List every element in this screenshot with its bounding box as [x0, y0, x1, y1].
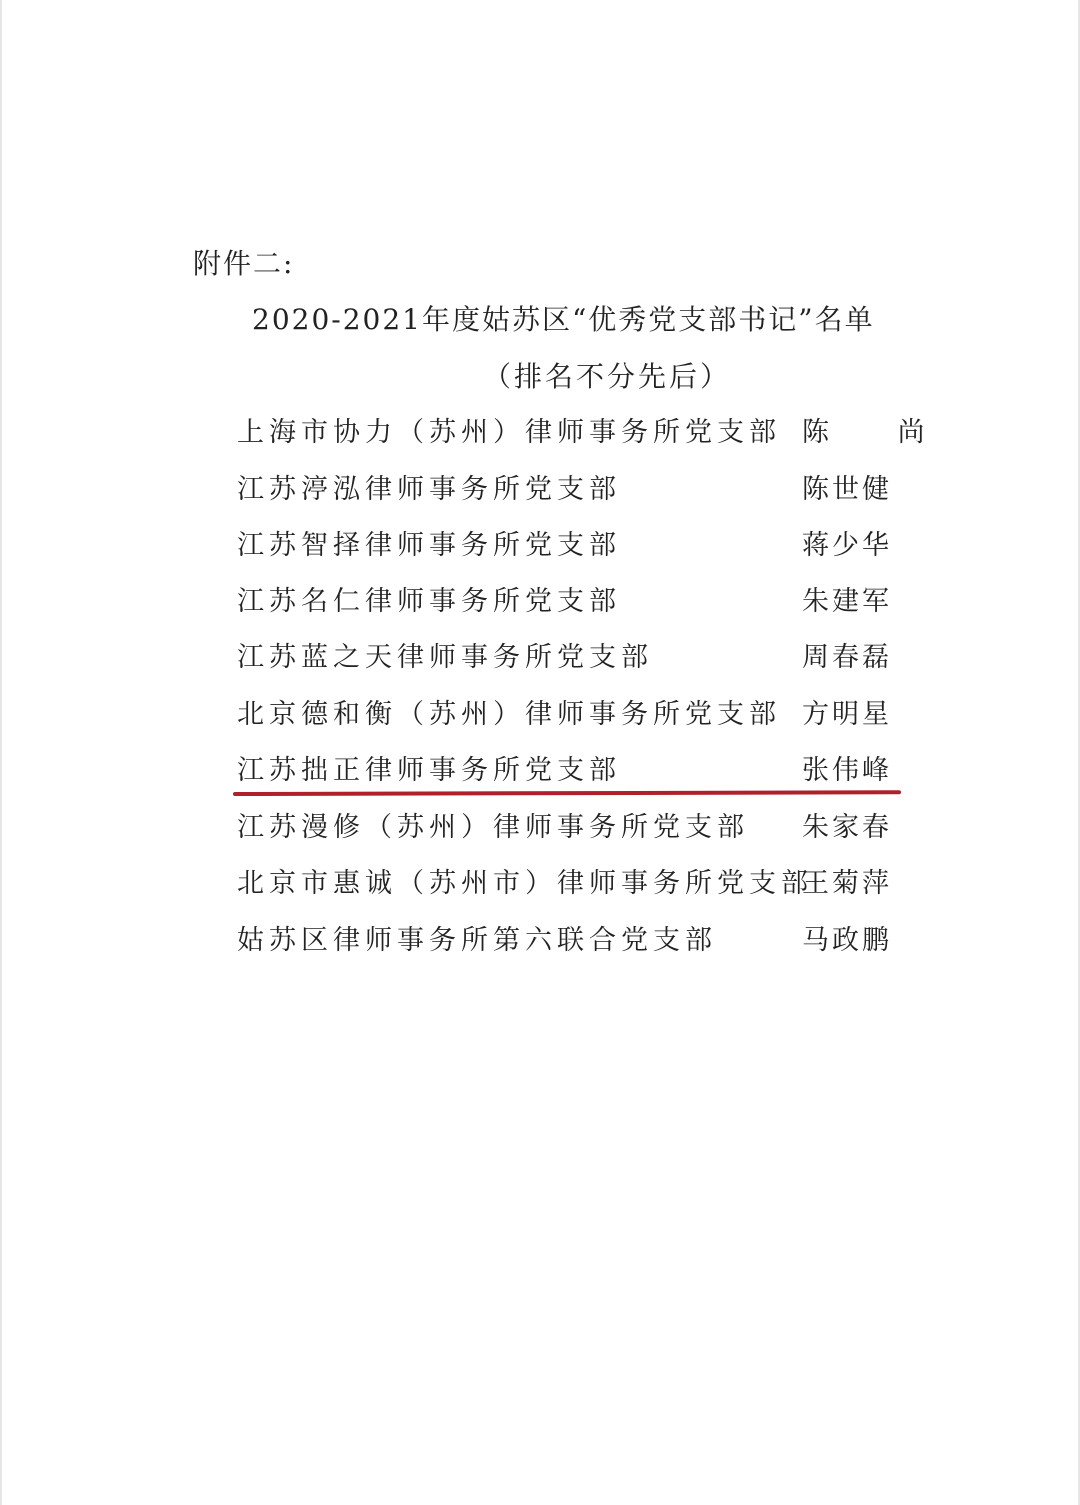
party-branch-name: 江苏渟泓律师事务所党支部: [237, 474, 621, 505]
secretary-name: 张伟峰: [802, 755, 892, 786]
list-item: [0, 808, 1080, 848]
list-item-highlighted: [0, 751, 1080, 791]
list-item: [0, 864, 1080, 904]
secretary-name: 朱建军: [802, 586, 892, 617]
document-subtitle: （排名不分先后）: [483, 360, 732, 393]
secretary-name: 方明星: [802, 699, 892, 730]
list-item: [0, 413, 1080, 453]
party-branch-name: 江苏拙正律师事务所党支部: [237, 755, 621, 786]
party-branch-name: 江苏漫修（苏州）律师事务所党支部: [237, 812, 749, 843]
list-item: [0, 582, 1080, 622]
party-branch-name: 姑苏区律师事务所第六联合党支部: [237, 925, 717, 956]
list-item: [0, 695, 1080, 735]
party-branch-name: 北京德和衡（苏州）律师事务所党支部: [237, 699, 781, 730]
secretary-name: 陈世健: [802, 474, 892, 505]
document-title: 2020-2021年度姑苏区“优秀党支部书记”名单: [252, 303, 875, 336]
list-item: [0, 470, 1080, 510]
list-item: [0, 638, 1080, 678]
attachment-label: 附件二:: [193, 247, 295, 280]
secretary-name: 蒋少华: [802, 530, 892, 561]
secretary-name: 马政鹏: [802, 925, 892, 956]
secretary-name: 陈 尚: [802, 417, 955, 448]
secretary-name: 周春磊: [802, 642, 892, 673]
list-item: [0, 921, 1080, 961]
party-branch-name: 江苏智择律师事务所党支部: [237, 530, 621, 561]
party-branch-name: 上海市协力（苏州）律师事务所党支部: [237, 417, 781, 448]
list-item: [0, 526, 1080, 566]
secretary-name: 朱家春: [802, 812, 892, 843]
party-branch-name: 江苏蓝之天律师事务所党支部: [237, 642, 653, 673]
party-branch-name: 江苏名仁律师事务所党支部: [237, 586, 621, 617]
secretary-name: 王菊萍: [802, 868, 892, 899]
party-branch-name: 北京市惠诚（苏州市）律师事务所党支部: [237, 868, 813, 899]
